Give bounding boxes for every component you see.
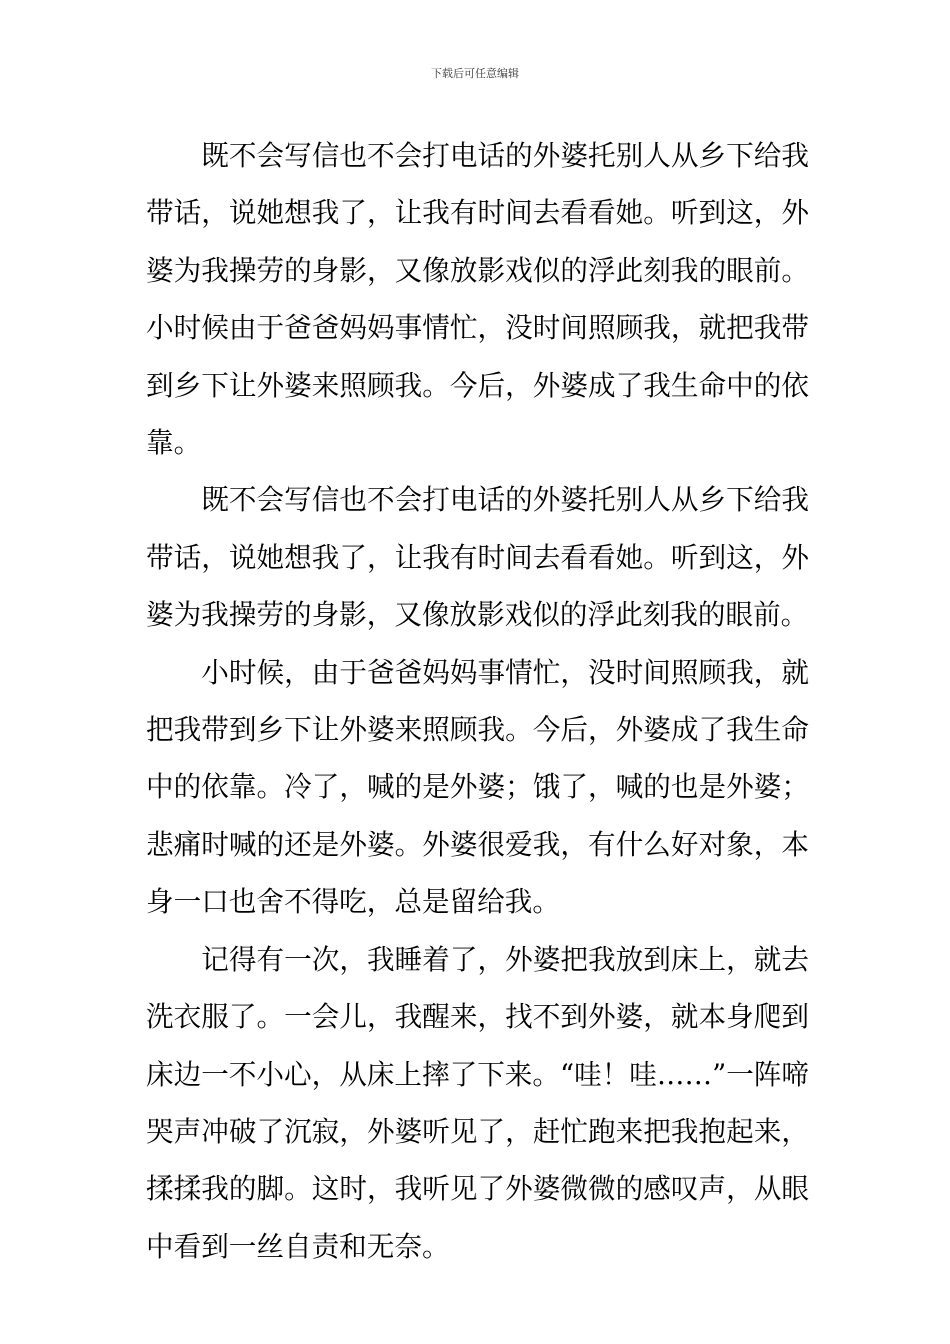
paragraph: 既不会写信也不会打电话的外婆托别人从乡下给我带话，说她想我了，让我有时间去看看她。听到这，外婆为我操劳的身影，又像放影戏似的浮此刻我的眼前。 xyxy=(146,483,809,632)
page-header: 下载后可任意编辑 xyxy=(431,67,519,80)
paragraph: 既不会写信也不会打电话的外婆托别人从乡下给我带话，说她想我了，让我有时间去看看她。听到这，外婆为我操劳的身影，又像放影戏似的浮此刻我的眼前。小时候由于爸爸妈妈事情忙，没时间照顾我，就把我带到乡下让外婆来照顾我。今后，外婆成了我生命中的依靠。 xyxy=(146,139,809,460)
paragraph: 记得有一次，我睡着了，外婆把我放到床上，就去洗衣服了。一会儿，我醒来，找不到外婆，就本身爬到床边一不小心，从床上摔了下来。“哇！哇……”一阵啼哭声冲破了沉寂，外婆听见了，赶忙跑来把我抱起来，揉揉我的脚。这时，我听见了外婆微微的感叹声，从眼中看到一丝自责和无奈。 xyxy=(146,942,809,1263)
paragraph: 小时候，由于爸爸妈妈事情忙，没时间照顾我，就把我带到乡下让外婆来照顾我。今后，外婆成了我生命中的依靠。冷了，喊的是外婆；饿了，喊的也是外婆；悲痛时喊的还是外婆。外婆很爱我，有什么好对象，本身一口也舍不得吃，总是留给我。 xyxy=(146,655,809,919)
document-body xyxy=(146,127,809,1275)
